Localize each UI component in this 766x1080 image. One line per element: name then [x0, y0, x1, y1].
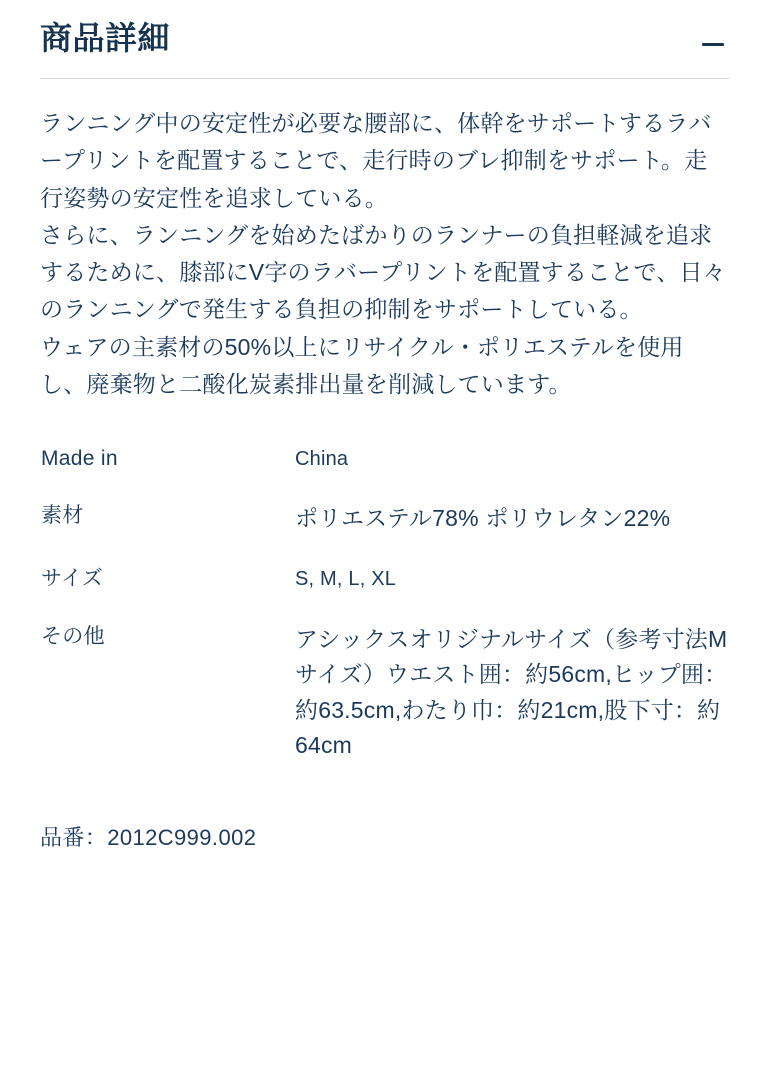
minus-icon-bar — [702, 43, 724, 46]
minus-icon[interactable] — [696, 24, 730, 64]
header-divider — [40, 78, 730, 79]
spec-value: アシックスオリジナルサイズ（参考寸法Mサイズ）ウエスト囲：約56cm,ヒップ囲：約63.5cm,わたり巾：約21cm,股下寸：約64cm — [295, 625, 728, 759]
spec-value: China — [295, 448, 349, 470]
description-paragraph: ランニング中の安定性が必要な腰部に、体幹をサポートするラバープリントを配置することで、走行時のブレ抑制をサポート。走行姿勢の安定性を追求している。 — [40, 110, 712, 211]
spec-value: ポリエステル78% ポリウレタン22% — [295, 505, 671, 532]
spec-label: その他 — [41, 624, 105, 648]
spec-value: S, M, L, XL — [295, 568, 397, 591]
specification-table — [40, 443, 730, 765]
table-row — [40, 596, 730, 766]
product-description — [40, 105, 730, 403]
description-paragraph: ウェアの主素材の50%以上にリサイクル・ポリエステルを使用し、廃棄物と二酸化炭素排出量を削減しています。 — [40, 333, 684, 397]
spec-label: 素材 — [41, 504, 84, 528]
spec-label: Made in — [41, 447, 118, 470]
description-paragraph: さらに、ランニングを始めたばかりのランナーの負担軽減を追求するために、膝部にV字のラバープリントを配置することで、日々のランニングで発生する負担の抑制をサポートしている。 — [40, 221, 726, 323]
section-header — [40, 14, 730, 68]
product-code: 品番：2012C999.002 — [40, 825, 257, 851]
table-row — [40, 538, 730, 595]
table-row — [40, 443, 730, 475]
spec-label: サイズ — [41, 567, 104, 591]
table-row — [40, 475, 730, 538]
page-title: 商品詳細 — [40, 20, 171, 56]
